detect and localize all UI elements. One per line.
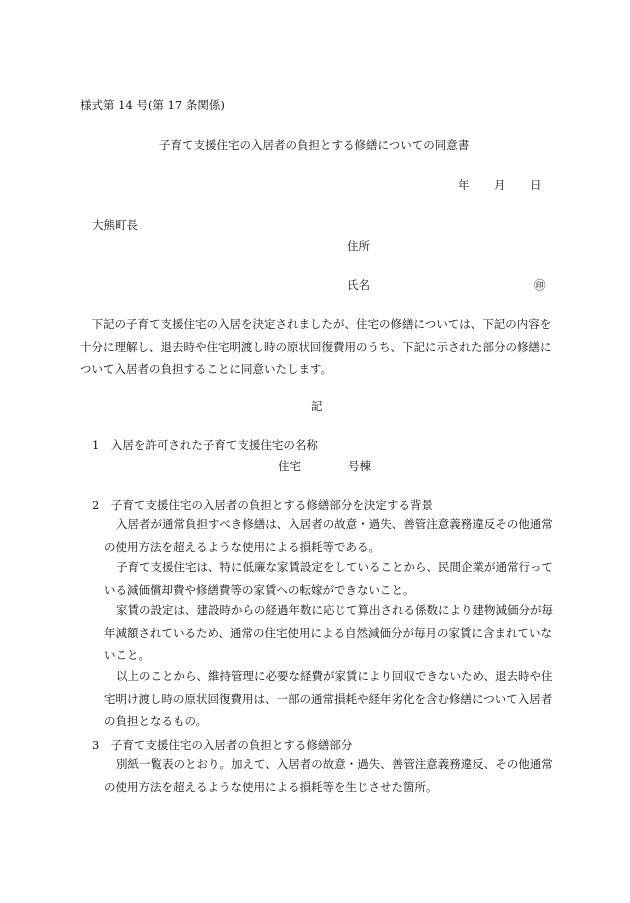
- section3-paragraph-1: 別紙一覧表のとおり。加えて、入居者の故意・過失、善管注意義務違反、その他通常の使用方法を超えるような使用による損耗等を生じさせた箇所。: [104, 757, 553, 794]
- date-day: 日: [530, 178, 542, 192]
- section1-heading: 1 入居を許可された子育て支援住宅の名称: [92, 438, 318, 452]
- addressee: 大熊町長: [92, 218, 138, 232]
- section3-heading: 3 子育て支援住宅の入居者の負担とする修繕部分: [92, 738, 353, 752]
- date-year: 年: [458, 178, 470, 192]
- form-number: 様式第 14 号(第 17 条関係): [80, 98, 225, 112]
- section2-paragraph-3: 家賃の設定は、建設時からの経過年数に応じて算出される係数により建物減価分が毎年減額されているため、通常の住宅使用による自然減価分が毎月の家賃に含まれていないこと。: [104, 603, 553, 662]
- section2-paragraph-2: 子育て支援住宅は、特に低廉な家賃設定をしていることから、民間企業が通常行っている減価償却費や修繕費等の家賃への転嫁ができないこと。: [104, 560, 553, 597]
- address-label: 住所: [347, 239, 370, 253]
- ki-heading: 記: [311, 399, 323, 413]
- building-label: 号棟: [348, 459, 371, 473]
- document-title: 子育て支援住宅の入居者の負担とする修繕についての同意書: [159, 138, 470, 152]
- body-paragraph: 下記の子育て支援住宅の入居を決定されましたが、住宅の修繕については、下記の内容を十分に理解し、退去時や住宅明渡し時の原状回復費用のうち、下記に示された部分の修繕について入居者の負担することに同意いたします。: [80, 317, 552, 376]
- section2-paragraph-1: 入居者が通常負担すべき修繕は、入居者の故意・過失、善管注意義務違反その他通常の使用方法を超えるような使用による損耗等である。: [104, 517, 553, 554]
- housing-label: 住宅: [278, 459, 301, 473]
- name-label: 氏名: [347, 278, 370, 292]
- section2-heading: 2 子育て支援住宅の入居者の負担とする修繕部分を決定する背景: [92, 498, 433, 512]
- section2-paragraph-4: 以上のことから、維持管理に必要な経費が家賃により回収できないため、退去時や住宅明け渡し時の原状回復費用は、一部の通常損耗や経年劣化を含む修繕について入居者の負担となるもの。: [104, 669, 553, 728]
- date-month: 月: [494, 178, 506, 192]
- seal-mark: ㊞: [534, 278, 546, 292]
